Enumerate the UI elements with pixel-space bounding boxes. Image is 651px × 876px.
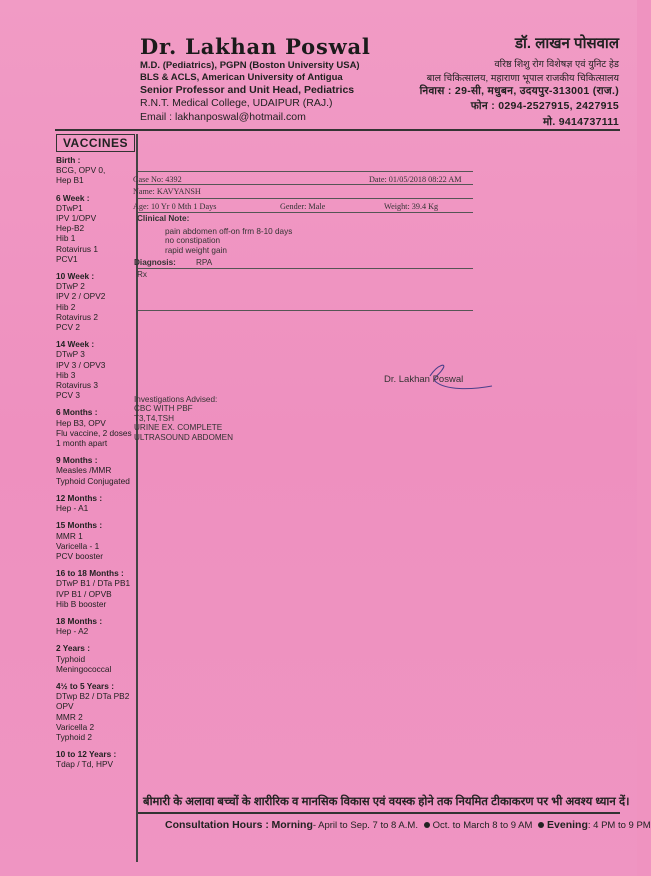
certification: BLS & ACLS, American University of Antigua (140, 72, 343, 83)
rx-symbol: Rx (137, 270, 148, 279)
vaccine-item: IPV 3 / OPV3 (56, 359, 106, 370)
doctor-signature-name: Dr. Lakhan Poswal (384, 374, 464, 385)
consult-label: Consultation Hours : (165, 819, 269, 831)
vaccine-age-title: 12 Months : (56, 492, 103, 503)
bullet-icon (424, 822, 430, 828)
patient-name: Name: KAVYANSH (133, 187, 201, 196)
rx-line (138, 184, 473, 185)
clinical-note-line: pain abdomen off-on frm 8-10 days (165, 227, 293, 236)
vaccine-item: Hep - A2 (56, 626, 89, 637)
vaccine-age-title: 2 Years : (56, 643, 90, 654)
investigation-item: CBC WITH PBF (134, 404, 193, 414)
rx-line (138, 198, 473, 199)
vaccine-age-title: 4½ to 5 Years : (56, 680, 114, 691)
vaccine-age-title: 15 Months : (56, 520, 103, 531)
qualification: M.D. (Pediatrics), PGPN (Boston University USA) (140, 60, 360, 71)
vaccine-item: DTwP1 (56, 202, 83, 213)
designation-hindi: वरिष्ठ शिशु रोग विशेषज्ञ एवं युनिट हेड (494, 59, 619, 70)
vaccine-item: BCG, OPV 0, (56, 165, 106, 176)
vaccine-item: Hib B booster (56, 598, 107, 609)
doctor-name: Dr. Lakhan Poswal (140, 34, 371, 59)
patient-gender: Gender: Male (280, 202, 326, 211)
vaccine-group (56, 193, 138, 264)
clinical-note-label: Clinical Note: (137, 214, 190, 223)
vaccine-age-title: 18 Months : (56, 615, 103, 626)
investigation-item: T3,T4,TSH (134, 413, 175, 423)
mobile-hindi: मो. 9414737111 (543, 116, 619, 128)
vaccine-group (56, 407, 138, 448)
vaccine-item: Rotavirus 3 (56, 380, 98, 391)
vaccine-item: Hep - A1 (56, 503, 89, 514)
vaccine-age-title: 16 to 18 Months : (56, 568, 124, 579)
vaccine-item: IVP B1 / OPVB (56, 588, 112, 599)
vaccine-item: Hib 1 (56, 233, 76, 244)
investigations-label: Investigations Advised: (134, 395, 218, 404)
visit-date: Date: 01/05/2018 08:22 AM (369, 175, 462, 184)
vaccine-group (56, 455, 138, 486)
phone-hindi: फोन : 0294-2527915, 2427915 (470, 100, 619, 112)
vaccine-item: Typhoid (56, 653, 86, 664)
doctor-name-hindi: डॉ. लाखन पोसवाल (514, 35, 619, 52)
vaccine-item: IPV 1/OPV (56, 213, 97, 224)
vaccine-item: PCV 2 (56, 322, 80, 333)
vaccine-item: Hib 2 (56, 301, 76, 312)
rx-line (138, 212, 473, 213)
case-number: Case No: 4392 (133, 175, 182, 184)
vaccine-item: Tdap / Td, HPV (56, 759, 114, 770)
diagnosis-label: Diagnosis: (134, 258, 176, 267)
morning-summer: - April to Sep. 7 to 8 A.M. (312, 820, 418, 831)
vaccine-item: Hep B1 (56, 175, 84, 186)
vaccine-item: IPV 2 / OPV2 (56, 291, 106, 302)
vaccine-item: MMR 1 (56, 530, 83, 541)
vaccine-group (56, 493, 138, 513)
diagnosis-value: RPA (196, 258, 213, 267)
evening-label: Evening (547, 819, 588, 831)
vaccine-item: Rotavirus 1 (56, 243, 98, 254)
vaccine-item: Hep-B2 (56, 223, 85, 234)
patient-age: Age: 10 Yr 0 Mth 1 Days (133, 202, 217, 211)
evening-time: : 4 PM to 9 PM (587, 820, 651, 831)
vaccine-age-title: Birth : (56, 155, 81, 165)
vaccine-item: Measles /MMR (56, 465, 112, 476)
vaccine-group (56, 681, 138, 742)
vaccine-item: DTwP 3 (56, 349, 85, 360)
vaccine-item: Typhoid 2 (56, 731, 92, 742)
investigations (134, 395, 233, 442)
clinical-note-line: no constipation (165, 236, 221, 246)
footer-hindi-note: बीमारी के अलावा बच्चों के शारीरिक व मानसिक विकास एवं वयस्क होने तक नियमित टीकाकरण पर भी अवश्य ध्यान दें। (143, 796, 630, 808)
vaccine-group (56, 520, 138, 561)
vaccine-item: Rotavirus 2 (56, 311, 98, 322)
vaccine-age-title: 6 Week : (56, 192, 90, 203)
rx-line (138, 310, 473, 311)
hospital-hindi: बाल चिकित्सालय, महाराणा भूपाल राजकीय चिकित्सालय (426, 73, 619, 84)
email: Email : lakhanposwal@hotmail.com (140, 111, 306, 123)
college: R.N.T. Medical College, UDAIPUR (RAJ.) (140, 97, 333, 109)
clinical-notes (165, 227, 292, 255)
header-divider (55, 129, 620, 131)
vaccine-item: PCV1 (56, 253, 78, 264)
rx-line (138, 268, 473, 269)
clinical-note-line: rapid weight gain (165, 245, 227, 255)
designation: Senior Professor and Unit Head, Pediatrics (140, 84, 355, 96)
vaccine-group (56, 339, 138, 400)
vaccine-item: Meningococcal (56, 663, 112, 674)
footer-divider (138, 812, 620, 814)
morning-label: Morning (271, 819, 313, 831)
vaccine-item: DTwp B2 / DTa PB2 (56, 691, 130, 702)
vaccine-age-title: 10 to 12 Years : (56, 749, 117, 760)
vaccine-item: Typhoid Conjugated (56, 475, 130, 486)
vaccine-item: DTwP B1 / DTa PB1 (56, 578, 131, 589)
vaccine-age-title: 10 Week : (56, 271, 95, 282)
vaccine-item: PCV 3 (56, 390, 80, 401)
rx-top-line (138, 171, 473, 172)
vaccine-age-title: 9 Months : (56, 455, 98, 466)
vaccine-age-title: 6 Months : (56, 407, 98, 418)
vaccine-group (56, 155, 138, 186)
morning-winter: Oct. to March 8 to 9 AM (432, 820, 533, 831)
vaccine-item: Varicella - 1 (56, 540, 100, 551)
vaccine-group (56, 271, 138, 332)
vaccine-schedule (56, 155, 138, 777)
vaccine-item: DTwP 2 (56, 281, 85, 292)
address-hindi: निवास : 29-सी, मधुबन, उदयपुर-313001 (राज.) (419, 85, 619, 97)
vaccine-item: Flu vaccine, 2 doses (56, 427, 132, 438)
investigation-item: ULTRASOUND ABDOMEN (134, 432, 234, 442)
vaccine-item: 1 month apart (56, 438, 108, 449)
consultation-hours (165, 819, 651, 831)
vaccine-item: Hib 3 (56, 369, 76, 380)
vaccine-age-title: 14 Week : (56, 339, 95, 350)
vaccine-item: OPV (56, 701, 74, 712)
vaccine-item: Varicella 2 (56, 721, 95, 732)
investigation-item: URINE EX. COMPLETE (134, 423, 223, 433)
vaccine-group (56, 568, 138, 609)
bullet-icon (538, 822, 544, 828)
vaccine-item: PCV booster (56, 550, 104, 561)
vaccine-item: MMR 2 (56, 711, 83, 722)
vaccine-group (56, 749, 138, 769)
vaccine-item: Hep B3, OPV (56, 417, 106, 428)
vaccines-heading: VACCINES (56, 134, 135, 152)
patient-weight: Weight: 39.4 Kg (384, 202, 439, 211)
vaccine-group (56, 616, 138, 636)
vaccine-group (56, 643, 138, 674)
